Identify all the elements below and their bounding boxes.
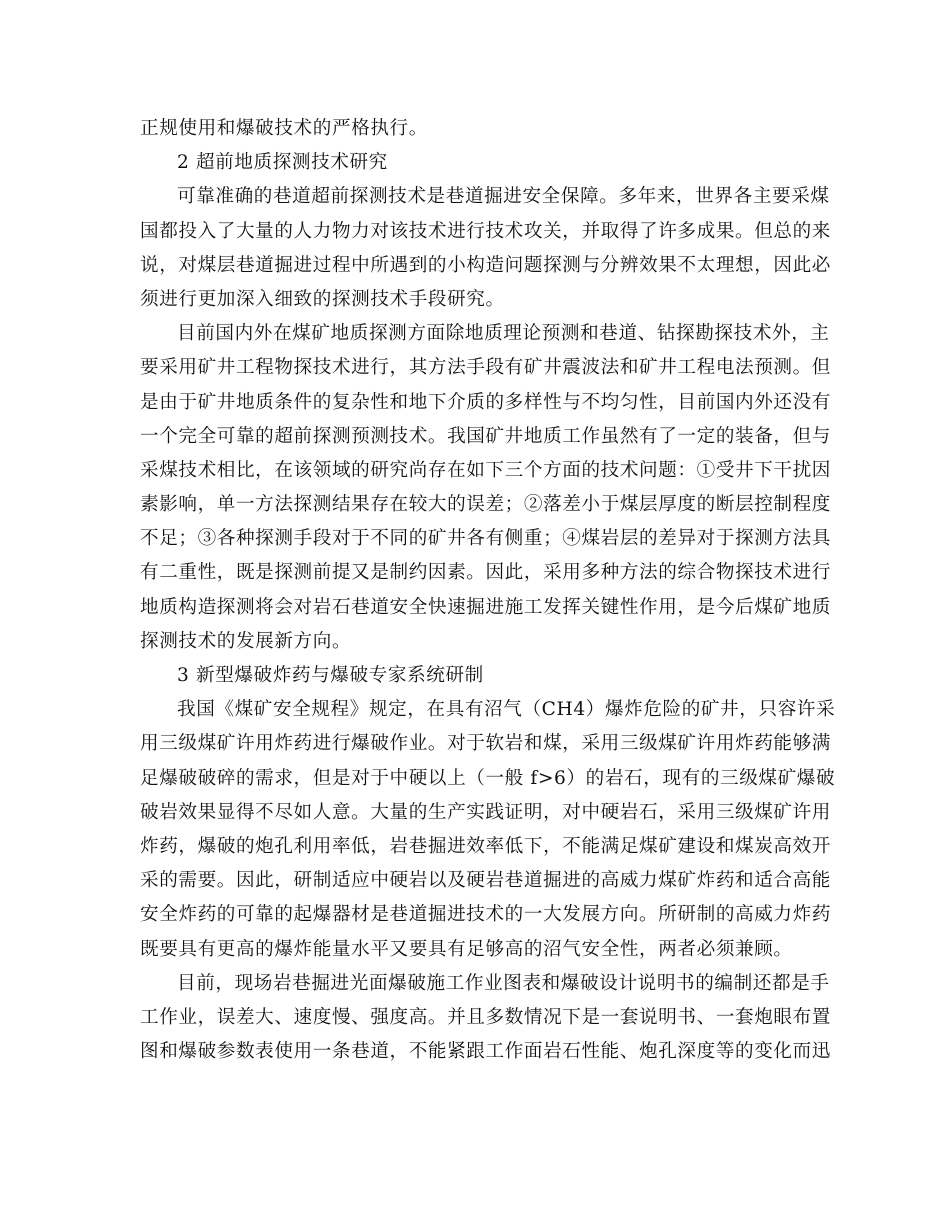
text-line-15: 地质构造探测将会对岩石巷道安全快速掘进施工发挥关键性作用，是今后煤矿地质 — [140, 596, 831, 618]
text-line-16: 探测技术的发展新方向。 — [140, 630, 352, 652]
text-line-3: 可靠准确的巷道超前探测技术是巷道掘进安全保障。多年来，世界各主要采煤 — [177, 186, 830, 208]
text-line-4: 国都投入了大量的人力物力对该技术进行技术攻关，并取得了许多成果。但总的来 — [140, 220, 831, 242]
document-page — [140, 112, 836, 1069]
text-line-19: 用三级煤矿许用炸药进行爆破作业。对于软岩和煤，采用三级煤矿许用炸药能够满 — [140, 733, 831, 755]
text-line-5: 说，对煤层巷道掘进过程中所遇到的小构造问题探测与分辨效果不太理想，因此必 — [140, 254, 831, 276]
text-line-23: 采的需要。因此，研制适应中硬岩以及硬岩巷道掘进的高威力煤矿炸药和适合高能 — [140, 870, 831, 892]
text-line-21: 破岩效果显得不尽如人意。大量的生产实践证明，对中硬岩石，采用三级煤矿许用 — [140, 801, 831, 823]
text-line-24: 安全炸药的可靠的起爆器材是巷道掘进技术的一大发展方向。所研制的高威力炸药 — [140, 904, 831, 926]
text-line-8: 要采用矿井工程物探技术进行，其方法手段有矿井震波法和矿井工程电法预测。但 — [140, 357, 831, 379]
section-heading-3: 3 新型爆破炸药与爆破专家系统研制 — [177, 665, 484, 686]
text-line-1: 正规使用和爆破技术的严格执行。 — [140, 118, 428, 139]
text-line-27: 工作业，误差大、速度慢、强度高。并且多数情况下是一套说明书、一套炮眼布置 — [140, 1006, 831, 1028]
section-heading-2: 2 超前地质探测技术研究 — [177, 152, 388, 174]
text-line-10: 一个完全可靠的超前探测预测技术。我国矿井地质工作虽然有了一定的装备，但与 — [140, 425, 831, 447]
text-line-12: 素影响，单一方法探测结果存在较大的误差；②落差小于煤层厚度的断层控制程度 — [140, 494, 831, 516]
text-line-14: 有二重性，既是探测前提又是制约因素。因此，采用多种方法的综合物探技术进行 — [140, 562, 831, 584]
text-line-11: 采煤技术相比，在该领域的研究尚存在如下三个方面的技术问题：①受井下干扰因 — [140, 459, 831, 481]
text-line-25: 既要具有更高的爆炸能量水平又要具有足够高的沼气安全性，两者必须兼顾。 — [140, 938, 793, 960]
text-line-22: 炸药，爆破的炮孔利用率低，岩巷掘进效率低下，不能满足煤矿建设和煤炭高效开 — [140, 835, 831, 857]
text-line-7: 目前国内外在煤矿地质探测方面除地质理论预测和巷道、钻探勘探技术外，主 — [177, 323, 830, 345]
text-line-26: 目前，现场岩巷掘进光面爆破施工作业图表和爆破设计说明书的编制还都是手 — [177, 972, 830, 994]
text-line-13: 不足；③各种探测手段对于不同的矿井各有侧重；④煤岩层的差异对于探测方法具 — [140, 528, 831, 550]
text-line-9: 是由于矿井地质条件的复杂性和地下介质的多样性与不均匀性，目前国内外还没有 — [140, 391, 831, 413]
text-line-18: 我国《煤矿安全规程》规定，在具有沼气（CH4）爆炸危险的矿井，只容许采 — [177, 699, 836, 721]
text-line-6: 须进行更加深入细致的探测技术手段研究。 — [140, 288, 505, 310]
text-line-20: 足爆破破碎的需求，但是对于中硬以上（一般 f>6）的岩石，现有的三级煤矿爆破 — [140, 767, 836, 789]
text-line-28: 图和爆破参数表使用一条巷道，不能紧跟工作面岩石性能、炮孔深度等的变化而迅 — [140, 1041, 831, 1063]
